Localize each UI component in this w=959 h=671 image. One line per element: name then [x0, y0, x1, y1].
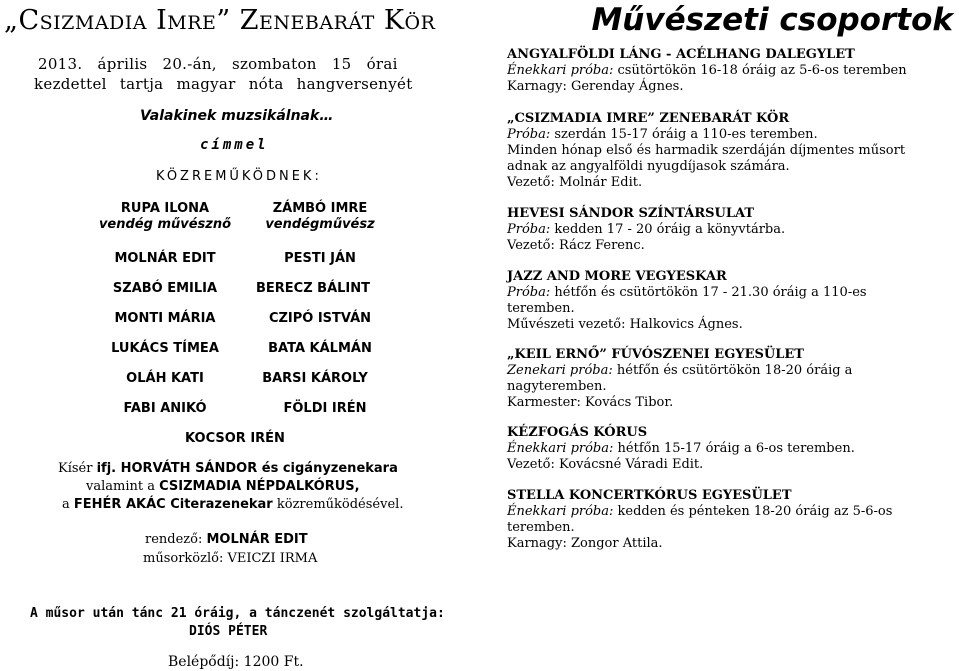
zither-name: FEHÉR AKÁC Citerazenekar: [73, 497, 273, 512]
dance-line: A műsor után tánc 21 óráig, a tánczenét szolgáltatja:: [30, 606, 445, 621]
group-kezfogas: [507, 425, 947, 473]
announcer-line: műsorközlő: VEICZI IRMA: [143, 551, 318, 566]
group-line: Karnagy: Gerenday Ágnes.: [507, 79, 684, 94]
performer-right-3: BERECZ BÁLINT: [255, 281, 370, 296]
entry-fee: Belépődíj: 1200 Ft.: [168, 654, 304, 670]
zither-prefix: a: [62, 497, 70, 512]
performer-name: RUPA ILONA: [120, 201, 210, 216]
group-line: Énekkari próba: kedden és pénteken 18-20 óráig az 5-6-os: [507, 504, 893, 519]
group-line: teremben.: [507, 520, 575, 535]
group-line: Művészeti vezető: Halkovics Ágnes.: [507, 317, 743, 332]
group-keil: [507, 347, 947, 411]
performer-right-2: PESTI JÁN: [284, 251, 356, 266]
performer-right-7: FÖLDI IRÉN: [283, 401, 367, 416]
group-title: JAZZ AND MORE VEGYESKAR: [507, 269, 727, 284]
group-line: Énekkari próba: csütörtökön 16-18 óráig az 5-6-os teremben: [507, 63, 907, 78]
performer-left-7: FABI ANIKÓ: [123, 401, 207, 416]
cimmel-label: címmel: [200, 137, 269, 153]
concert-title: Valakinek muzsikálnak…: [140, 108, 334, 124]
group-title: HEVESI SÁNDOR SZÍNTÁRSULAT: [507, 206, 755, 221]
group-line: Minden hónap első és harmadik szerdáján díjmentes műsort: [507, 143, 906, 158]
performer-name: ZÁMBÓ IMRE: [272, 201, 368, 216]
performer-left-2: MOLNÁR EDIT: [114, 251, 216, 266]
page-title: „Csizmadia Imre” Zenebarát Kör: [4, 5, 436, 36]
groups-heading: Művészeti csoportok: [591, 2, 953, 38]
accompaniment-line: [58, 460, 398, 478]
director-label: rendező:: [145, 532, 203, 547]
group-hevesi: [507, 206, 947, 254]
group-title: ANGYALFÖLDI LÁNG - ACÉLHANG DALEGYLET: [507, 47, 855, 62]
performer-center: KOCSOR IRÉN: [185, 431, 285, 446]
group-line: Zenekari próba: hétfőn és csütörtökön 18-20 óráig a: [507, 363, 853, 378]
intro-line-1: 2013. április 20.-án, szombaton 15 órai: [38, 55, 398, 73]
performer-right-1: [235, 201, 405, 233]
group-angyalfoldi: [507, 47, 947, 95]
zither-line: [62, 496, 403, 514]
kozremukodnek-label: KÖZREMŰKÖDNEK:: [156, 169, 322, 184]
zither-suffix: közreműködésével.: [276, 497, 404, 512]
group-line: Vezető: Kovácsné Váradi Edit.: [507, 457, 704, 472]
choir-name: CSIZMADIA NÉPDALKÓRUS,: [159, 479, 360, 494]
dance-performer: DIÓS PÉTER: [189, 624, 268, 639]
group-line: Vezető: Rácz Ferenc.: [507, 238, 645, 253]
intro-line-2: kezdettel tartja magyar nóta hangversenyét: [34, 75, 413, 93]
group-line: Karnagy: Zongor Attila.: [507, 536, 663, 551]
performer-right-5: BATA KÁLMÁN: [268, 341, 372, 356]
group-title: „CSIZMADIA IMRE” ZENEBARÁT KÖR: [507, 111, 790, 126]
group-line: nagyteremben.: [507, 379, 607, 394]
kiser-label: Kísér: [58, 461, 93, 476]
valamint-label: valamint a: [86, 479, 155, 494]
orchestra-name: ifj. HORVÁTH SÁNDOR és cigányzenekara: [96, 461, 398, 476]
performer-role: vendégművész: [265, 217, 375, 232]
performer-right-6: BARSI KÁROLY: [262, 371, 368, 386]
group-line: teremben.: [507, 301, 575, 316]
group-csizmadia: [507, 111, 947, 191]
performer-right-4: CZIPÓ ISTVÁN: [268, 311, 372, 326]
group-line: Énekkari próba: hétfőn 15-17 óráig a 6-os teremben.: [507, 441, 855, 456]
director-name: MOLNÁR EDIT: [206, 532, 308, 547]
group-jazz: [507, 269, 947, 333]
performer-left-5: LUKÁCS TÍMEA: [111, 341, 219, 356]
group-stella: [507, 488, 947, 552]
performer-role: vendég művésznő: [98, 217, 232, 232]
group-line: adnak az angyalföldi nyugdíjasok számára.: [507, 159, 790, 174]
group-line: Próba: hétfőn és csütörtökön 17 - 21.30 óráig a 110-es: [507, 285, 867, 300]
performer-left-1: [90, 201, 240, 233]
group-title: „KEIL ERNŐ” FÚVÓSZENEI EGYESÜLET: [507, 347, 804, 362]
director-line: [145, 531, 308, 549]
group-line: Próba: kedden 17 - 20 óráig a könyvtárba.: [507, 222, 786, 237]
choir-line: [86, 478, 360, 496]
performer-left-4: MONTI MÁRIA: [114, 311, 216, 326]
performer-left-3: SZABÓ EMILIA: [112, 281, 218, 296]
group-line: Próba: szerdán 15-17 óráig a 110-es teremben.: [507, 127, 818, 142]
group-line: Karmester: Kovács Tibor.: [507, 395, 674, 410]
group-title: STELLA KONCERTKÓRUS EGYESÜLET: [507, 488, 792, 503]
performer-left-6: OLÁH KATI: [126, 371, 204, 386]
group-title: KÉZFOGÁS KÓRUS: [507, 425, 648, 440]
group-line: Vezető: Molnár Edit.: [507, 175, 643, 190]
